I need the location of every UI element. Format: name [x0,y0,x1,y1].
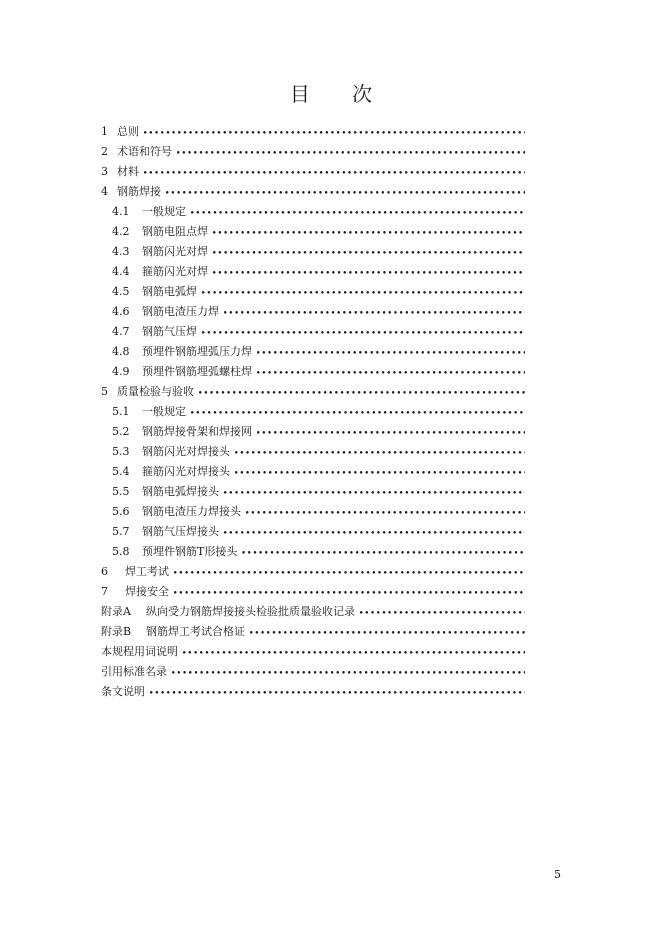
toc-leader-dots [149,685,525,698]
toc-entry[interactable] [101,121,525,141]
toc-entry-label: 预埋件钢筋T形接头 [142,545,238,558]
toc-entry[interactable] [101,661,525,681]
toc-entry-number: 4.1 [112,204,130,218]
toc-leader-dots [212,245,525,258]
toc-entry-label: 箍筋闪光对焊接头 [142,465,230,478]
toc-entry-number: 5.8 [112,544,130,558]
toc-entry[interactable] [101,281,525,301]
toc-entry[interactable] [101,541,525,561]
toc-entry-number: 5.6 [112,504,130,518]
toc-leader-dots [234,465,525,478]
toc-entry-label: 钢筋电渣压力焊接头 [142,505,241,518]
toc-entry[interactable] [101,461,525,481]
toc-entry-label: 钢筋焊工考试合格证 [146,625,245,638]
toc-entry[interactable] [101,201,525,221]
toc-entry-label: 焊接安全 [125,585,169,598]
toc-leader-dots [143,125,525,138]
toc-entry-number: 4.3 [112,244,130,258]
toc-entry-label: 焊工考试 [125,565,169,578]
toc-entry-number: 3 [101,164,108,178]
toc-entry-number: 7 [101,584,108,598]
toc-leader-dots [182,645,525,658]
toc-entry-number: 5.1 [112,404,130,418]
toc-entry[interactable] [101,141,525,161]
toc-leader-dots [190,205,525,218]
toc-entry-number: 附录A [101,605,131,618]
toc-entry[interactable] [101,441,525,461]
table-of-contents [101,121,525,701]
toc-entry-label: 钢筋电弧焊 [142,285,197,298]
toc-entry-number: 4.5 [112,284,130,298]
toc-leader-dots [173,565,525,578]
toc-entry[interactable] [101,501,525,521]
toc-leader-dots [256,425,525,438]
toc-entry[interactable] [101,381,525,401]
toc-leader-dots [234,445,525,458]
toc-entry[interactable] [101,341,525,361]
toc-leader-dots [190,405,525,418]
toc-entry[interactable] [101,401,525,421]
toc-entry-number: 4.9 [112,364,130,378]
toc-entry[interactable] [101,241,525,261]
toc-entry[interactable] [101,321,525,341]
toc-entry[interactable] [101,561,525,581]
toc-entry-number: 5 [101,384,108,398]
toc-entry-label: 质量检验与验收 [117,385,194,398]
toc-entry-number: 5.5 [112,484,130,498]
toc-leader-dots [212,265,525,278]
toc-leader-dots [173,585,525,598]
toc-entry-label: 钢筋电渣压力焊 [142,305,219,318]
toc-entry-label: 钢筋气压焊 [142,325,197,338]
toc-entry[interactable] [101,261,525,281]
toc-leader-dots [223,525,525,538]
toc-entry-label: 钢筋焊接 [117,185,161,198]
toc-entry-number: 1 [101,124,108,138]
toc-entry-number: 4.8 [112,344,130,358]
toc-leader-dots [223,305,525,318]
toc-entry-label: 本规程用词说明 [101,645,178,658]
toc-entry-label: 纵向受力钢筋焊接接头检验批质量验收记录 [146,605,355,618]
toc-entry[interactable] [101,361,525,381]
toc-entry[interactable] [101,161,525,181]
toc-leader-dots [165,185,525,198]
toc-entry-number: 附录B [101,625,132,638]
toc-entry-label: 一般规定 [142,205,186,218]
toc-entry-number: 5.3 [112,444,130,458]
toc-entry-label: 预埋件钢筋埋弧螺柱焊 [142,365,252,378]
toc-entry[interactable] [101,521,525,541]
toc-leader-dots [212,225,525,238]
toc-entry-number: 4.6 [112,304,130,318]
page-title: 目 次 [289,82,391,106]
toc-entry[interactable] [101,421,525,441]
toc-leader-dots [201,285,525,298]
toc-entry-number: 4.4 [112,264,130,278]
toc-leader-dots [143,165,525,178]
toc-leader-dots [256,365,525,378]
toc-entry-number: 4.7 [112,324,130,338]
toc-entry-label: 总则 [117,125,139,138]
toc-leader-dots [171,665,525,678]
toc-entry-number: 4.2 [112,224,130,238]
toc-leader-dots [241,545,525,558]
toc-entry-label: 钢筋闪光对焊接头 [142,445,230,458]
toc-entry-label: 材料 [117,165,139,178]
toc-entry-label: 条文说明 [101,685,145,698]
toc-entry-label: 钢筋闪光对焊 [142,245,208,258]
toc-entry[interactable] [101,221,525,241]
toc-entry-label: 钢筋电阻点焊 [142,225,208,238]
toc-entry-number: 2 [101,144,108,158]
toc-entry[interactable] [101,301,525,321]
toc-entry-label: 引用标准名录 [101,665,167,678]
toc-leader-dots [198,385,525,398]
toc-leader-dots [223,485,525,498]
toc-entry[interactable] [101,181,525,201]
toc-leader-dots [245,505,525,518]
toc-leader-dots [249,625,525,638]
toc-leader-dots [359,605,525,618]
toc-leader-dots [256,345,525,358]
toc-entry[interactable] [101,681,525,701]
toc-entry-label: 预埋件钢筋埋弧压力焊 [142,345,252,358]
toc-entry-label: 钢筋焊接骨架和焊接网 [142,425,252,438]
toc-entry-label: 一般规定 [142,405,186,418]
toc-leader-dots [201,325,525,338]
toc-entry-number: 4 [101,184,108,198]
toc-entry[interactable] [101,621,525,641]
toc-entry[interactable] [101,641,525,661]
toc-entry-number: 5.2 [112,424,130,438]
toc-entry-label: 术语和符号 [117,145,172,158]
toc-entry[interactable] [101,481,525,501]
page-number: 5 [554,868,561,881]
toc-entry-label: 箍筋闪光对焊 [142,265,208,278]
toc-entry-number: 5.7 [112,524,130,538]
toc-entry-number: 6 [101,564,108,578]
toc-entry-label: 钢筋电弧焊接头 [142,485,219,498]
toc-leader-dots [176,145,525,158]
toc-entry[interactable] [101,581,525,601]
toc-entry-number: 5.4 [112,464,130,478]
toc-entry-label: 钢筋气压焊接头 [142,525,219,538]
toc-entry[interactable] [101,601,525,621]
